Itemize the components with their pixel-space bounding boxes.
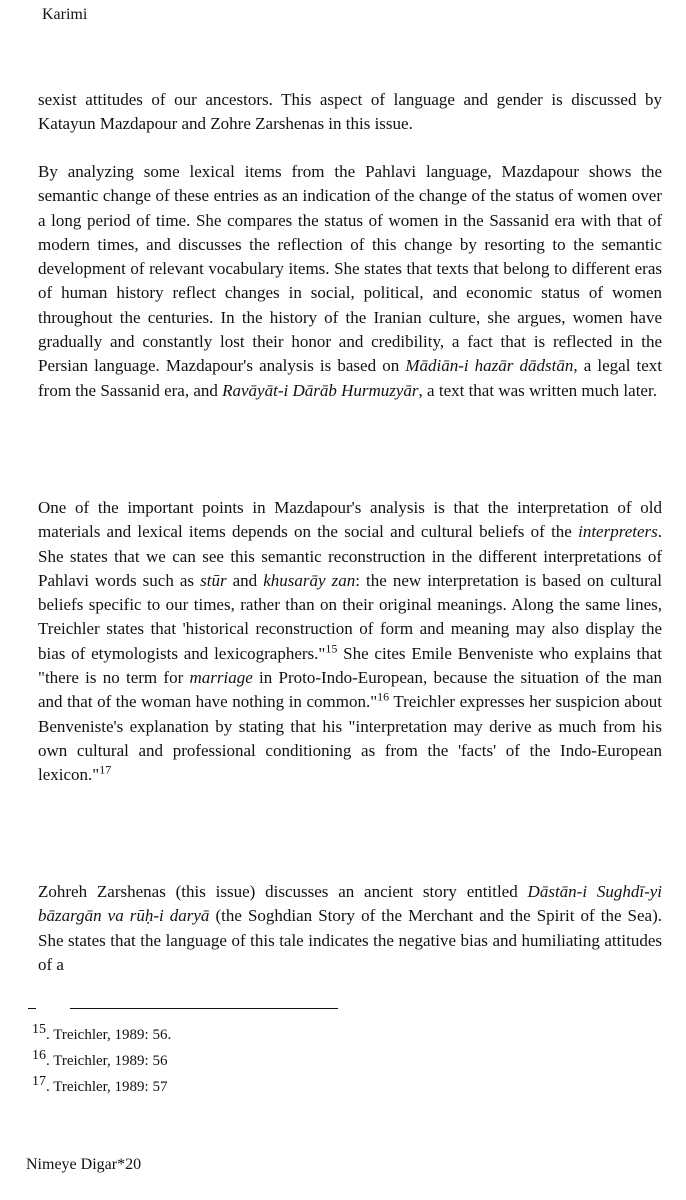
footnote-text: . Treichler, 1989: 56. xyxy=(46,1027,172,1043)
title-ravayat: Ravāyāt-i Dārāb Hurmuzyār xyxy=(222,380,419,400)
paragraph-3-text-d: : the new interpretation is based on cultural beliefs specific to our times, rather than on their original meanings. Along the same lines, Treichler states that 'historical reconstruction of form and meaning may also display the bias of etymologists and lexicographers." xyxy=(38,570,663,663)
paragraph-2-text-c: , a text that was written much later. xyxy=(418,380,657,400)
footnote-number: 17 xyxy=(32,1074,46,1089)
footnote-text: . Treichler, 1989: 57 xyxy=(46,1079,168,1095)
footnote-ref-17[interactable]: 17 xyxy=(99,762,112,777)
paragraph-2-text-a: By analyzing some lexical items from the Pahlavi language, Mazdapour shows the semantic change of these entries as an indication of the change of the status of women over a long period of time. She compares the status of women in the Sassanid era with that of modern times, and discusses the reflection of this change by resorting to the semantic development of relevant vocabulary items. She states that texts that belong to different eras of human history reflect changes in social, political, and economic status of women throughout the centuries. In the history of the Iranian culture, she argues, women have gradually and constantly lost their honor and credibility, a fact that is reflected in the Persian language. Mazdapour's analysis is based on xyxy=(38,162,662,376)
term-khusaray-zan: khusarāy zan xyxy=(263,570,356,590)
paragraph-2-text-b: , a legal text from the Sassanid era, and xyxy=(38,356,663,400)
footnote-ref-16[interactable]: 16 xyxy=(377,689,390,704)
footnote-number: 16 xyxy=(32,1048,46,1063)
footnote-divider xyxy=(70,1008,338,1009)
paragraph-3-text-e: She cites Emile Benveniste who explains that "there is no term for xyxy=(38,643,662,688)
paragraph-3-text-f: in Proto-Indo-European, because the situation of the man and that of the woman have nothing in common." xyxy=(38,668,663,712)
footnote-divider-dash xyxy=(28,1008,36,1009)
term-marriage: marriage xyxy=(189,668,253,688)
term-stur: stūr xyxy=(200,570,227,590)
footnote-number: 15 xyxy=(32,1022,46,1037)
paragraph-1 xyxy=(38,88,662,137)
paragraph-4 xyxy=(38,880,662,977)
running-head: Karimi xyxy=(42,6,88,23)
paragraph-3-text-a: One of the important points in Mazdapour's analysis is that the interpretation of old materials and lexical items depends on the social and cultural beliefs of the xyxy=(38,498,662,542)
footnote-ref-15[interactable]: 15 xyxy=(325,641,338,656)
paragraph-3 xyxy=(38,496,662,788)
paragraph-4-text-a: Zohreh Zarshenas (this issue) discusses an ancient story entitled xyxy=(38,882,528,901)
page-footer: Nimeye Digar*20 xyxy=(26,1156,142,1173)
footnote-16 xyxy=(32,1048,171,1074)
paragraph-1-text: sexist attitudes of our ancestors. This aspect of language and gender is discussed by Katayun Mazdapour and Zohre Zarshenas in this issue. xyxy=(38,90,662,134)
paragraph-3-text-g: Treichler expresses her suspicion about Benveniste's explanation by stating that his "interpretation may derive as much from his own cultural and professional conditioning as from the 'facts' of the Indo-European lexicon." xyxy=(38,692,662,785)
footnote-text: . Treichler, 1989: 56 xyxy=(46,1053,168,1069)
title-madian: Mādiān-i hazār dādstān xyxy=(405,356,574,376)
paragraph-3-text-b: . She states that we can see this semantic reconstruction in the different interpretations of Pahlavi words such as xyxy=(38,522,662,590)
term-interpreters: interpreters xyxy=(578,522,658,542)
paragraph-2 xyxy=(38,160,662,403)
footnote-15 xyxy=(32,1022,171,1048)
footnote-17 xyxy=(32,1074,171,1100)
footnotes xyxy=(32,1022,171,1100)
paragraph-4-text-b: (the Soghdian Story of the Merchant and the Spirit of the Sea). She states that the language of this tale indicates the negative bias and humiliating attitudes of a xyxy=(38,906,662,974)
paragraph-3-text-c: and xyxy=(226,570,264,590)
title-dastan: Dāstān-i Sughdī-yi bāzargān va rūḥ-i daryā xyxy=(38,882,663,926)
